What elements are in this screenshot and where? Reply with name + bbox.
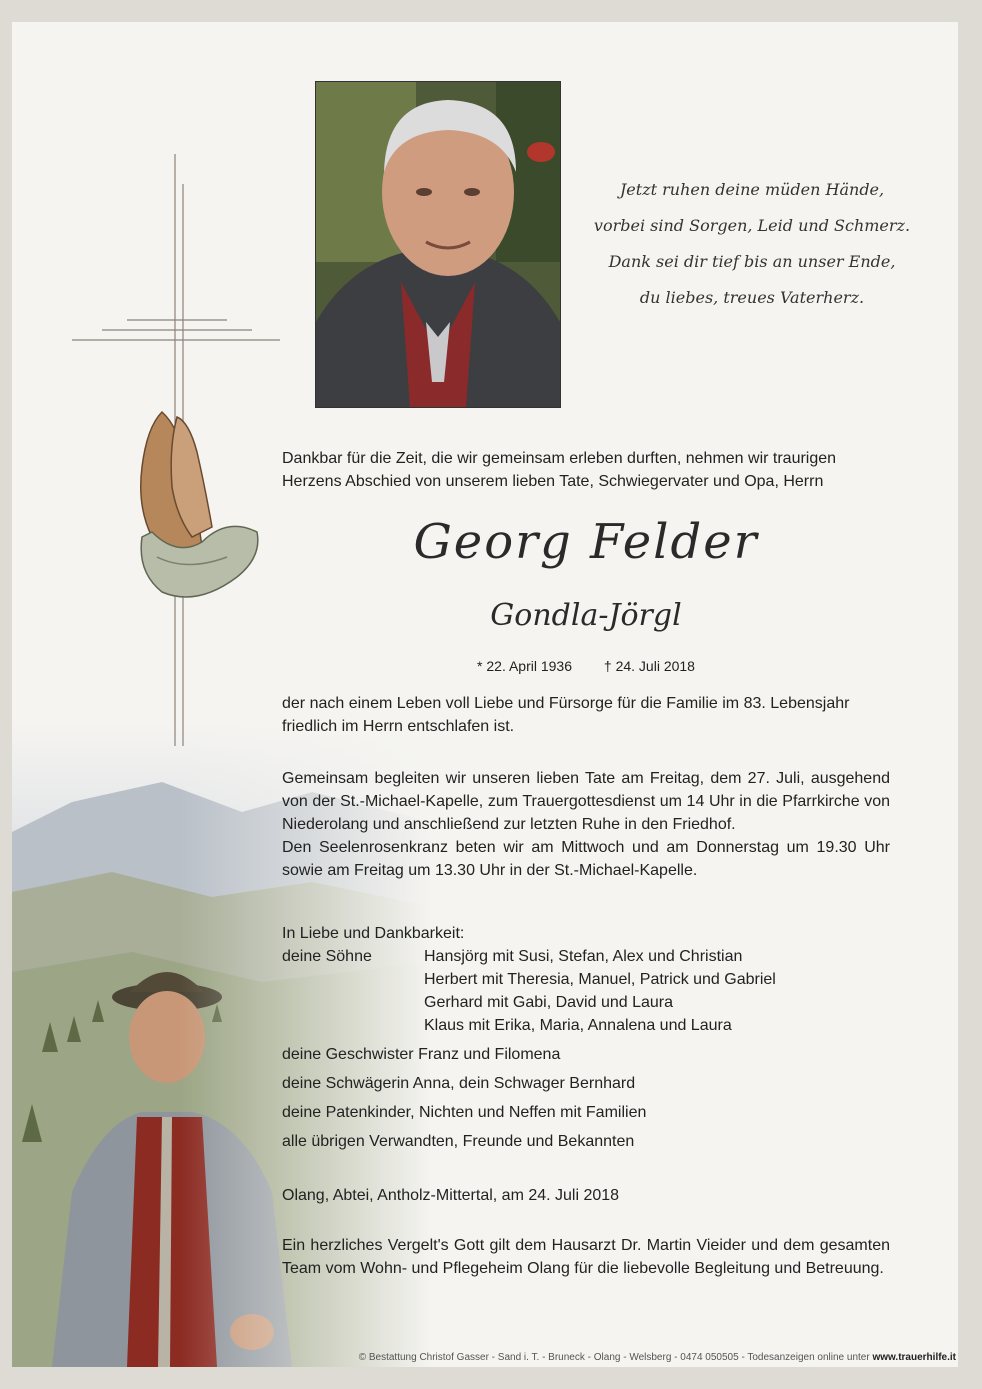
mourner-line: deine Patenkinder, Nichten und Neffen mit Familien — [282, 1104, 647, 1121]
poem-line: du liebes, treues Vaterherz. — [639, 288, 865, 307]
passing-text: der nach einem Leben voll Liebe und Fürsorge für die Familie im 83. Lebensjahr friedlich im Herrn entschlafen ist. — [282, 695, 850, 735]
mourner-line: deine Geschwister Franz und Filomena — [282, 1046, 561, 1063]
obituary-page — [12, 22, 958, 1367]
life-dates — [282, 658, 890, 674]
sons-list: Hansjörg mit Susi, Stefan, Alex und Christian Herbert mit Theresia, Manuel, Patrick und Gabriel Gerhard mit Gabi, David und Laura Klaus mit Erika, Maria, Annalena und Laura — [424, 948, 776, 1034]
birth-date: * 22. April 1936 — [477, 658, 572, 674]
footer — [12, 1352, 958, 1363]
sons-label: deine Söhne — [282, 948, 372, 965]
funeral-service-text: Gemeinsam begleiten wir unseren lieben Tate am Freitag, dem 27. Juli, ausgehend von der St.-Michael-Kapelle, zum Trauergottesdienst um 14 Uhr in die Pfarrkirche von Niederolang und anschließend zur letzten Ruhe in den Friedhof. — [282, 770, 890, 833]
mourner-line: alle übrigen Verwandten, Freunde und Bekannten — [282, 1133, 635, 1150]
rosary-text: Den Seelenrosenkranz beten wir am Mittwoch und am Donnerstag um 19.30 Uhr sowie am Freitag um 13.30 Uhr in der St.-Michael-Kapelle. — [282, 839, 890, 879]
praying-hands-icon — [117, 407, 267, 607]
intro-text: Dankbar für die Zeit, die wir gemeinsam erleben durften, nehmen wir traurigen Herzens Abschied von unserem lieben Tate, Schwiegervater und Opa, Herrn — [282, 450, 837, 490]
place-date: Olang, Abtei, Antholz-Mittertal, am 24. Juli 2018 — [282, 1187, 620, 1204]
deceased-nickname: Gondla-Jörgl — [490, 598, 682, 633]
footer-website-link[interactable]: www.trauerhilfe.it — [872, 1352, 956, 1363]
mourners-heading: In Liebe und Dankbarkeit: — [282, 925, 465, 942]
deceased-name: Georg Felder — [413, 514, 759, 570]
death-date: † 24. Juli 2018 — [603, 658, 695, 674]
footer-text: © Bestattung Christof Gasser - Sand i. T. - Bruneck - Olang - Welsberg - 0474 050505 - Todesanzeigen online unter — [358, 1352, 870, 1363]
memorial-poem — [587, 172, 917, 316]
poem-line: Dank sei dir tief bis an unser Ende, — [608, 252, 896, 271]
poem-line: Jetzt ruhen deine müden Hände, — [619, 180, 885, 199]
funeral-details — [282, 767, 890, 882]
portrait-photo — [315, 81, 561, 408]
mourner-line: deine Schwägerin Anna, dein Schwager Bernhard — [282, 1075, 636, 1092]
mourners-list — [282, 922, 890, 1153]
poem-line: vorbei sind Sorgen, Leid und Schmerz. — [593, 216, 911, 235]
thanks-text: Ein herzliches Vergelt's Gott gilt dem Hausarzt Dr. Martin Vieider und dem gesamten Team vom Wohn- und Pflegeheim Olang für die liebevolle Begleitung und Betreuung. — [282, 1237, 890, 1277]
